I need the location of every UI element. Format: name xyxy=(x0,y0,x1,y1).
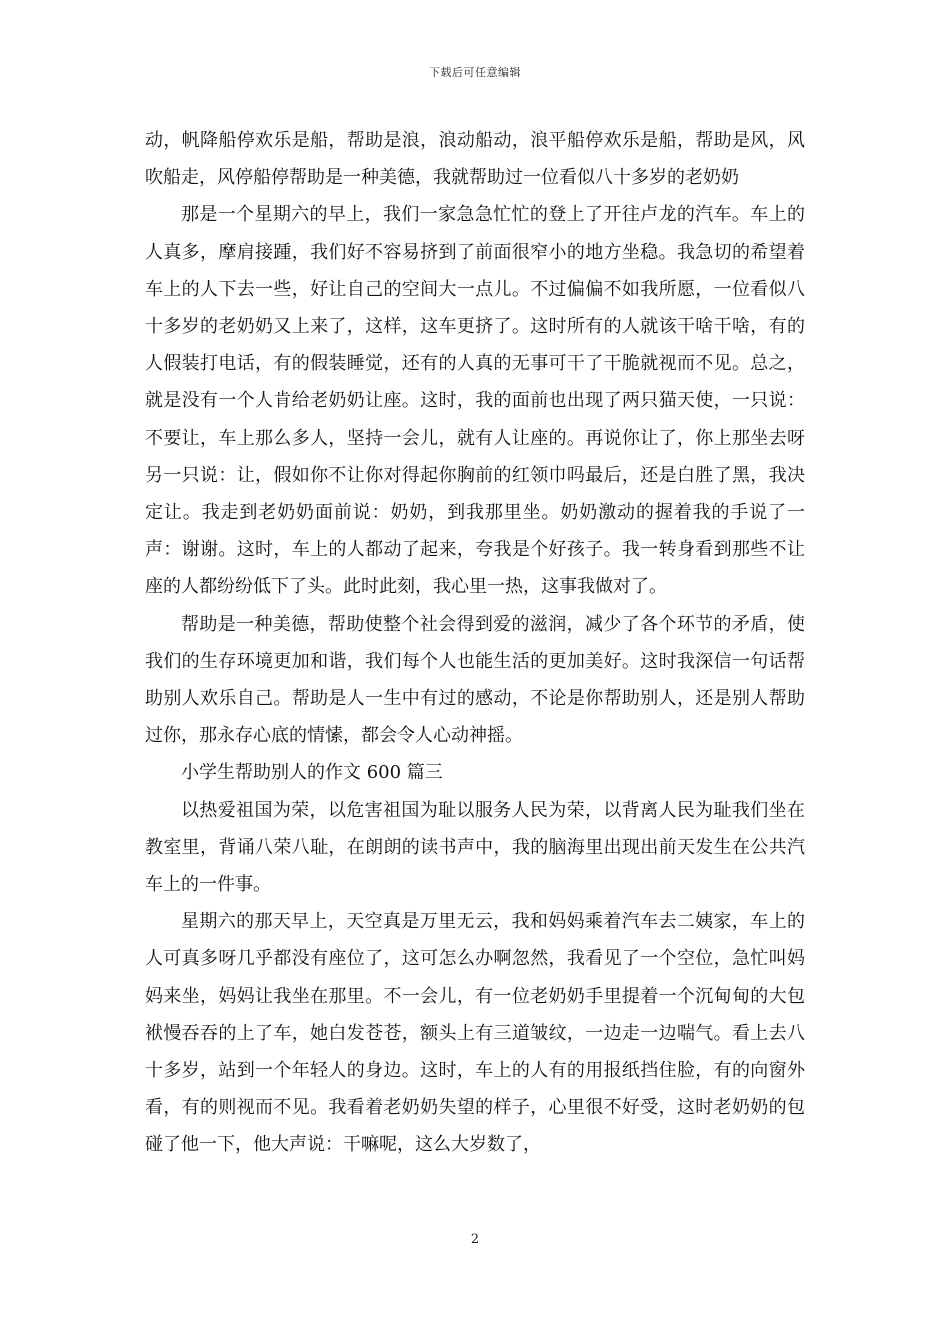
section-heading: 小学生帮助别人的作文 600 篇三 xyxy=(181,762,443,784)
paragraph-3: 帮助是一种美德，帮助使整个社会得到爱的滋润，减少了各个环节的矛盾，使我们的生存环境更加和谐，我们每个人也能生活的更加美好。这时我深信一句话帮助别人欢乐自己。帮助是人一生中有过的感动，不论是你帮助别人，还是别人帮助过你，那永存心底的情愫，都会令人心动神摇。 xyxy=(145,613,805,747)
document-body xyxy=(145,122,805,1164)
paragraph-2: 那是一个星期六的早上，我们一家急急忙忙的登上了开往卢龙的汽车。车上的人真多，摩肩接踵，我们好不容易挤到了前面很窄小的地方坐稳。我急切的希望着车上的人下去一些，好让自己的空间大一点儿。不过偏偏不如我所愿，一位看似八十多岁的老奶奶又上来了，这样，这车更挤了。这时所有的人就该干啥干啥，有的人假装打电话，有的假装睡觉，还有的人真的无事可干了干脆就视而不见。总之，就是没有一个人肯给老奶奶让座。这时，我的面前也出现了两只猫天使，一只说：不要让，车上那么多人，坚持一会儿，就有人让座的。再说你让了，你上那坐去呀另一只说：让，假如你不让你对得起你胸前的红领巾吗最后，还是白胜了黑，我决定让。我走到老奶奶面前说：奶奶，到我那里坐。奶奶激动的握着我的手说了一声：谢谢。这时，车上的人都动了起来，夸我是个好孩子。我一转身看到那些不让座的人都纷纷低下了头。此时此刻，我心里一热，这事我做对了。 xyxy=(145,204,805,598)
page-number: 2 xyxy=(470,1232,480,1247)
page-header: 下载后可任意编辑 xyxy=(429,66,521,79)
paragraph-4: 以热爱祖国为荣，以危害祖国为耻以服务人民为荣，以背离人民为耻我们坐在教室里，背诵八荣八耻，在朗朗的读书声中，我的脑海里出现出前天发生在公共汽车上的一件事。 xyxy=(145,799,805,896)
paragraph-5: 星期六的那天早上，天空真是万里无云，我和妈妈乘着汽车去二姨家，车上的人可真多呀几乎都没有座位了，这可怎么办啊忽然，我看见了一个空位，急忙叫妈妈来坐，妈妈让我坐在那里。不一会儿，有一位老奶奶手里提着一个沉甸甸的大包袱慢吞吞的上了车，她白发苍苍，额头上有三道皱纹，一边走一边喘气。看上去八十多岁，站到一个年轻人的身边。这时，车上的人有的用报纸挡住脸，有的向窗外看，有的则视而不见。我看着老奶奶失望的样子，心里很不好受，这时老奶奶的包碰了他一下，他大声说：干嘛呢，这么大岁数了， xyxy=(145,911,805,1156)
paragraph-1: 动，帆降船停欢乐是船，帮助是浪，浪动船动，浪平船停欢乐是船，帮助是风，风吹船走，风停船停帮助是一种美德，我就帮助过一位看似八十多岁的老奶奶 xyxy=(145,130,805,189)
